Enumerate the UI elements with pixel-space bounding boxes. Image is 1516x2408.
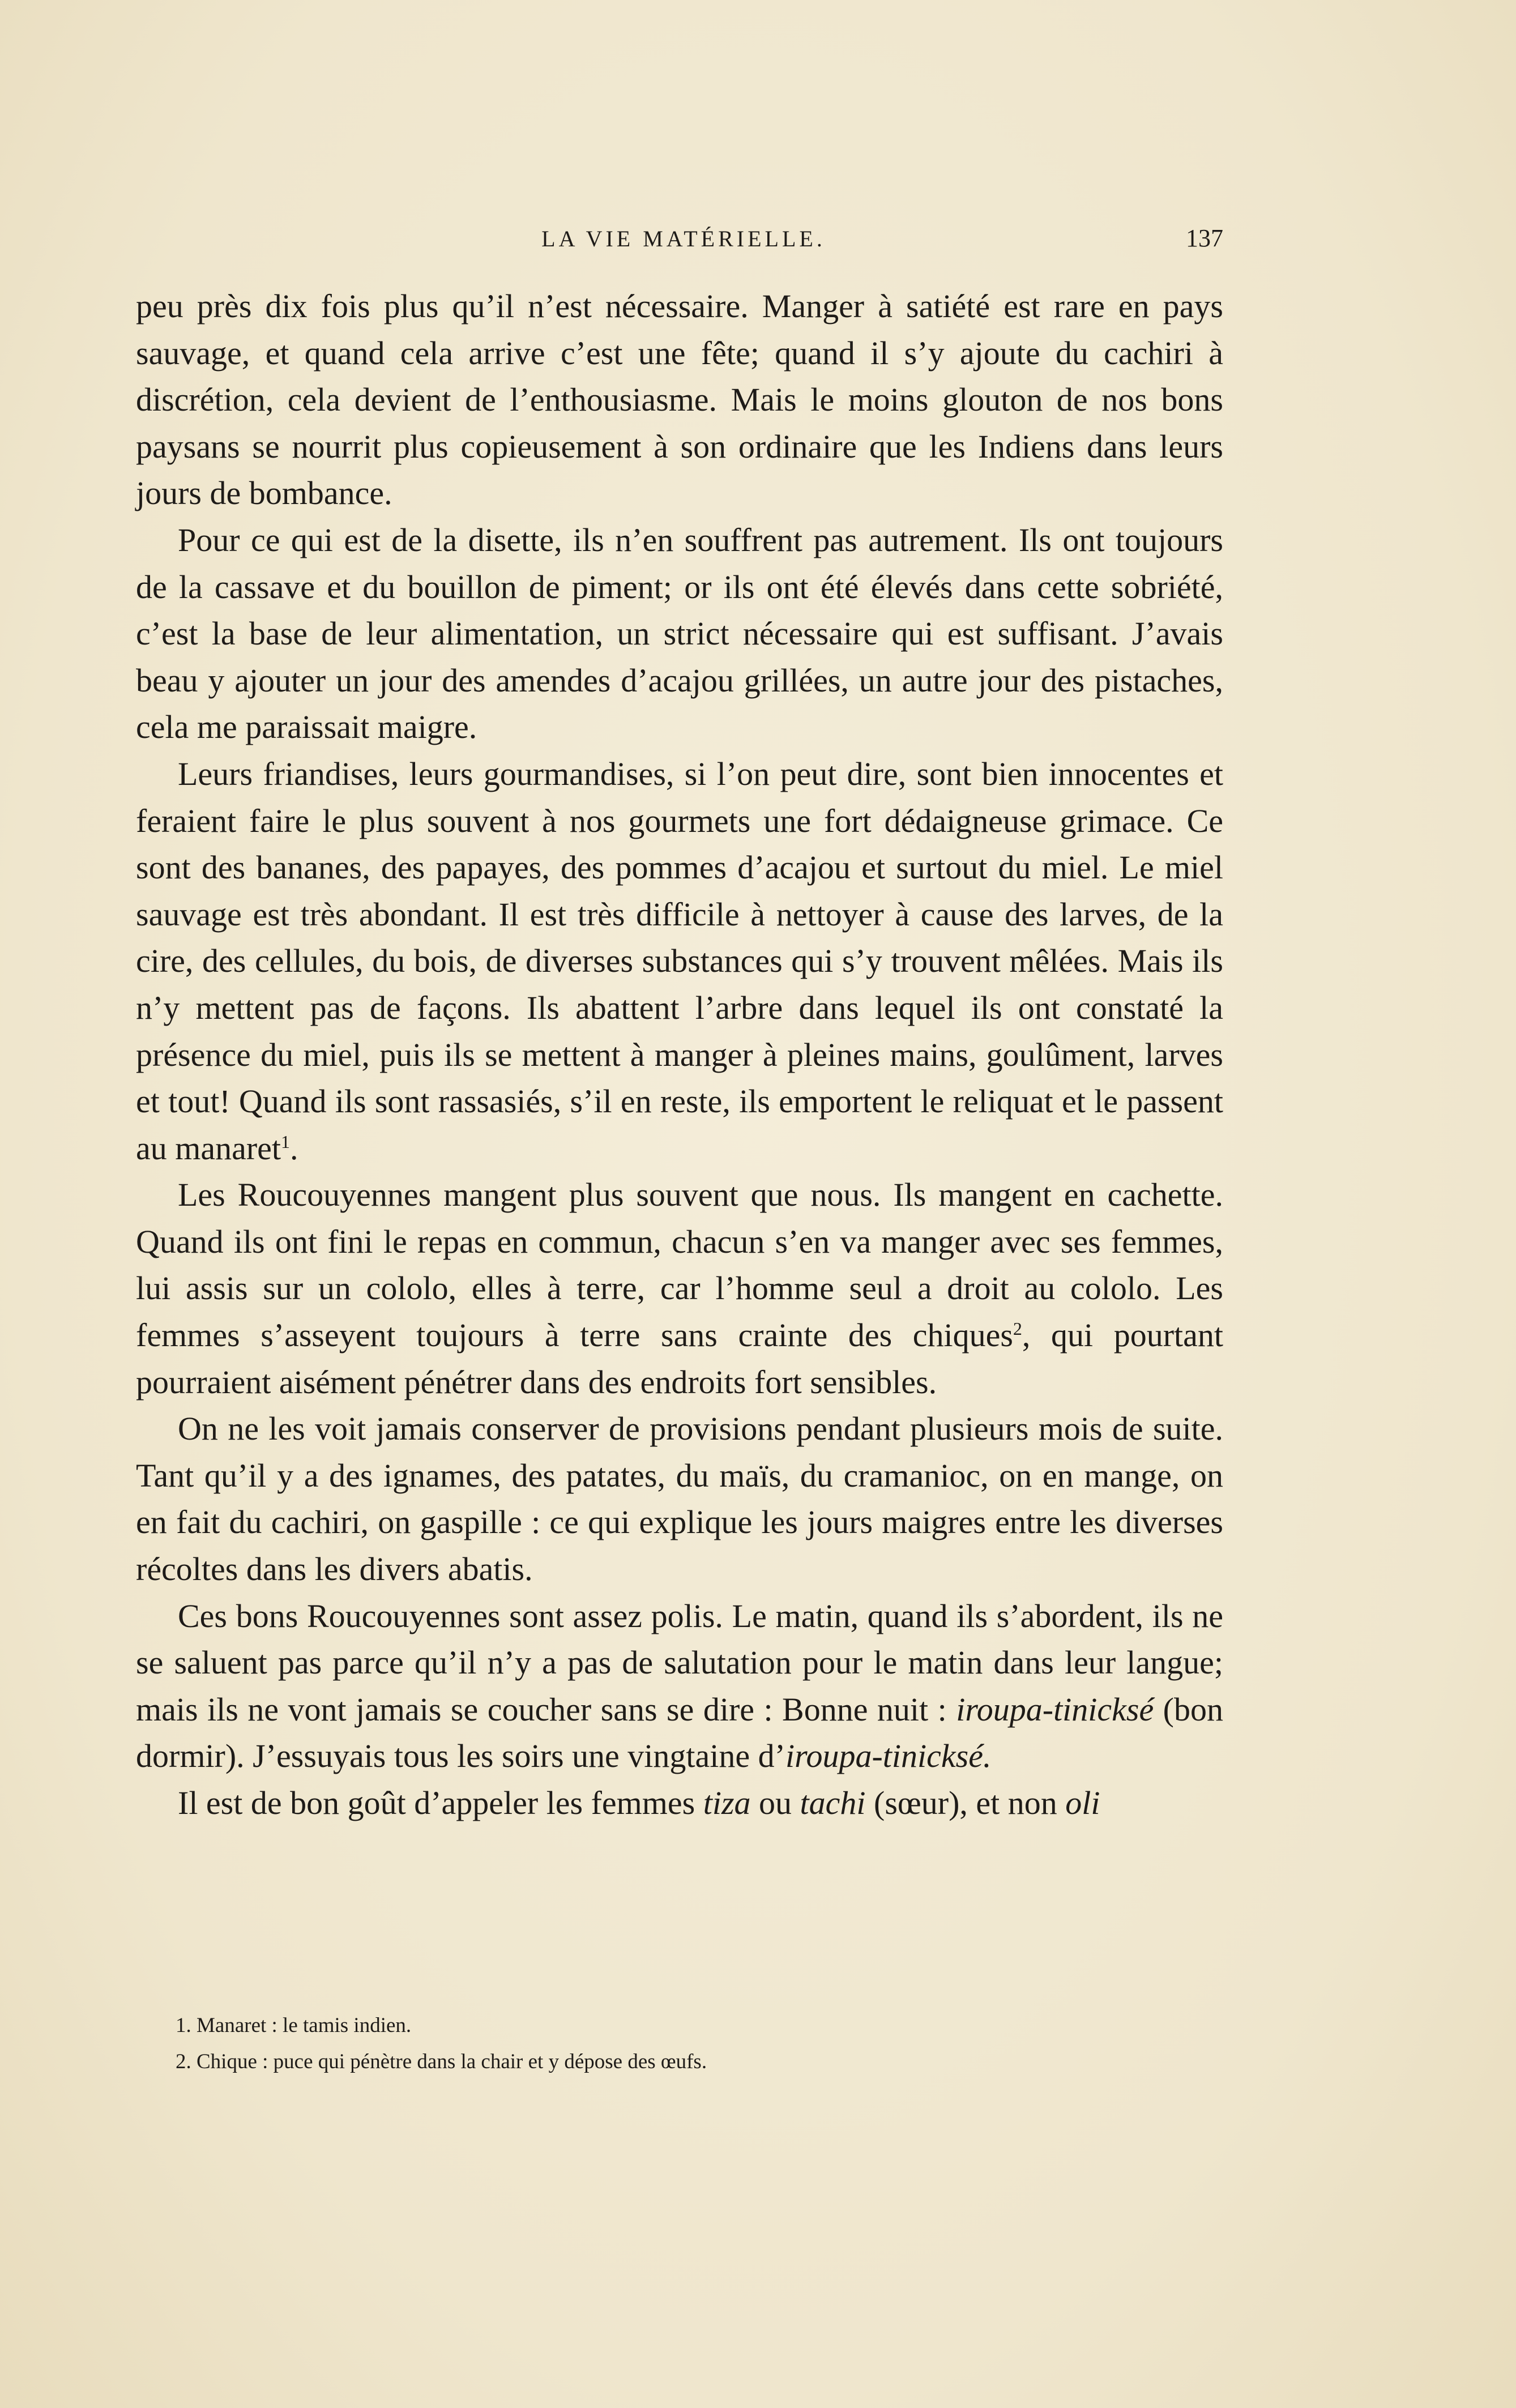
text-segment: , qui pourtant pourraient aisément pénétrer dans des endroits fort sensibles. bbox=[136, 1317, 1223, 1401]
text-segment: (bon dormir). J’essuyais tous les soirs une vingtaine d’ bbox=[136, 1690, 1223, 1775]
text-segment: Ces bons Roucouyennes sont assez polis. Le matin, quand ils s’abordent, ils ne se saluent pas parce qu’il n’y a pas de salutation pour le matin dans leur langue; mais ils ne vont jamais se coucher sans se dire : Bonne nuit : bbox=[136, 1597, 1223, 1728]
footnote-ref: 2 bbox=[1013, 1318, 1022, 1339]
footnote: 2. Chique : puce qui pénètre dans la chair et y dépose des œufs. bbox=[176, 2050, 707, 2073]
footnote-ref: 1 bbox=[281, 1131, 291, 1152]
text-segment: Les Roucouyennes mangent plus souvent que nous. Ils mangent en cachette. Quand ils ont fini le repas en commun, chacun s’en va manger avec ses femmes, lui assis sur un cololo, elles à terre, car l’homme seul a droit au cololo. Les femmes s’asseyent toujours à terre sans crainte des chiques bbox=[136, 1176, 1223, 1354]
text-segment: On ne les voit jamais conserver de provisions pendant plusieurs mois de suite. Tant qu’il y a des ignames, des patates, du maïs, du cramanioc, on en mange, on en fait du cachiri, on gaspille : ce qui explique les jours maigres entre les diverses récoltes dans les divers abatis. bbox=[136, 1410, 1223, 1588]
body-text bbox=[136, 283, 1223, 1827]
paragraph bbox=[136, 1406, 1223, 1592]
text-segment: ou bbox=[750, 1784, 800, 1821]
text-segment: peu près dix fois plus qu’il n’est nécessaire. Manger à satiété est rare en pays sauvage, et quand cela arrive c’est une fête; quand il s’y ajoute du cachiri à discrétion, cela devient de l’enthousiasme. Mais le moins glouton de nos bons paysans se nourrit plus copieusement à son ordinaire que les Indiens dans leurs jours de bombance. bbox=[136, 288, 1223, 512]
paragraph bbox=[136, 1780, 1223, 1827]
italic-term: iroupa-tinicksé. bbox=[785, 1737, 992, 1775]
paragraph bbox=[136, 283, 1223, 517]
paragraph bbox=[136, 751, 1223, 1172]
italic-term: oli bbox=[1065, 1784, 1100, 1821]
italic-term: tachi bbox=[800, 1784, 866, 1821]
page-number: 137 bbox=[1186, 224, 1223, 252]
italic-term: iroupa-tinicksé bbox=[956, 1690, 1154, 1728]
text-segment: Leurs friandises, leurs gourmandises, si l’on peut dire, sont bien innocentes et feraient faire le plus souvent à nos gourmets une fort dédaigneuse grimace. Ce sont des bananes, des papayes, des pommes d’acajou et surtout du miel. Le miel sauvage est très abondant. Il est très difficile à nettoyer à cause des larves, de la cire, des cellules, du bois, de diverses substances qui s’y trouvent mêlées. Mais ils n’y mettent pas de façons. Ils abattent l’arbre dans lequel ils ont constaté la présence du miel, puis ils se mettent à manger à pleines mains, goulûment, larves et tout! Quand ils sont rassasiés, s’il en reste, ils emportent le reliquat et le passent au manaret bbox=[136, 755, 1223, 1167]
text-segment: Pour ce qui est de la disette, ils n’en souffrent pas autrement. Ils ont toujours de la cassave et du bouillon de piment; or ils ont été élevés dans cette sobriété, c’est la base de leur alimentation, un strict nécessaire qui est suffisant. J’avais beau y ajouter un jour des amendes d’acajou grillées, un autre jour des pistaches, cela me paraissait maigre. bbox=[136, 521, 1223, 746]
text-segment: Il est de bon goût d’appeler les femmes bbox=[178, 1784, 703, 1821]
footnote: 1. Manaret : le tamis indien. bbox=[176, 2014, 412, 2037]
page-header bbox=[136, 224, 1223, 253]
italic-term: tiza bbox=[703, 1784, 751, 1821]
paragraph bbox=[136, 1593, 1223, 1780]
paragraph bbox=[136, 517, 1223, 751]
text-segment: . bbox=[290, 1129, 298, 1167]
footnotes bbox=[176, 2008, 1223, 2080]
running-head: LA VIE MATÉRIELLE. bbox=[541, 226, 826, 251]
paragraph bbox=[136, 1172, 1223, 1406]
text-segment: (sœur), et non bbox=[865, 1784, 1066, 1821]
